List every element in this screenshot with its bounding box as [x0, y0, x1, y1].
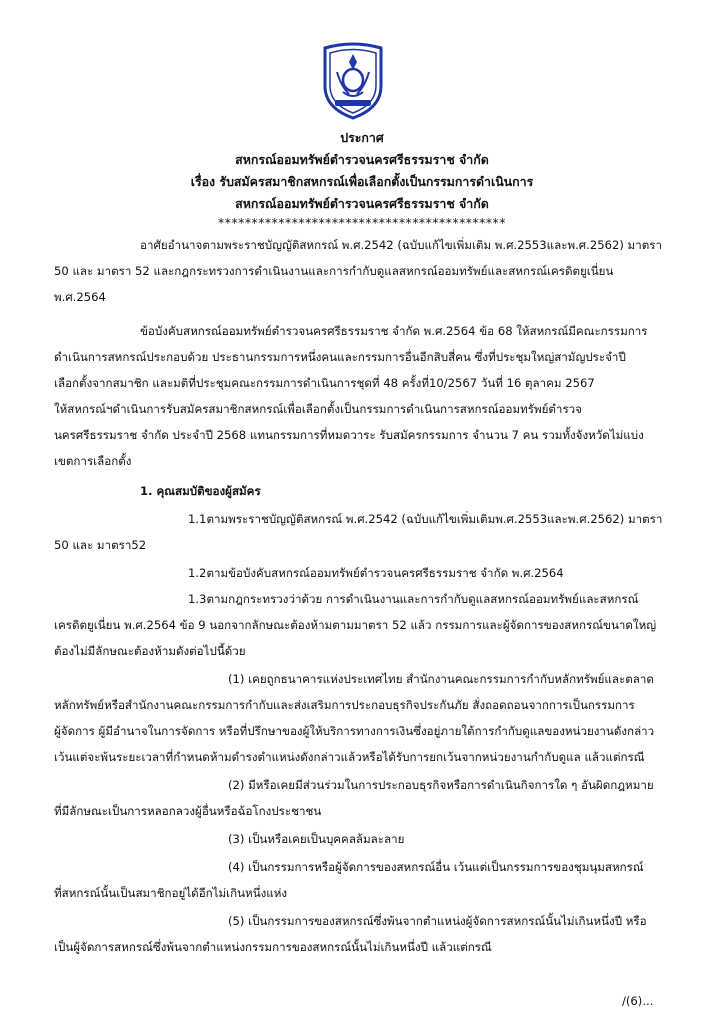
- clause-line: 50 และ มาตรา52: [54, 538, 147, 552]
- paragraph-line: นครศรีธรรมราช จำกัด ประจำปี 2568 แทนกรรมการที่หมดวาระ รับสมัครกรรมการ จำนวน 7 คน รวมทั้งจังหวัดไม่แบ่ง: [54, 428, 644, 442]
- item-line: เป็นผู้จัดการสหกรณ์ซึ่งพ้นจากตำแหน่งกรรมการของสหกรณ์นั้นไม่เกินหนึ่งปี แล้วแต่กรณี: [54, 940, 492, 954]
- item-line: ที่สหกรณ์นั้นเป็นสมาชิกอยู่ได้อีกไม่เกินหนึ่งแห่ง: [54, 886, 288, 900]
- organization-name: สหกรณ์ออมทรัพย์ตำรวจนครศรีธรรมราช จำกัด: [235, 152, 489, 167]
- section-title: 1. คุณสมบัติของผู้สมัคร: [140, 484, 261, 498]
- paragraph-line: ข้อบังคับสหกรณ์ออมทรัพย์ตำรวจนครศรีธรรมราช จำกัด พ.ศ.2564 ข้อ 68 ให้สหกรณ์มีคณะกรรมการ: [140, 324, 648, 338]
- paragraph-line: พ.ศ.2564: [54, 290, 106, 304]
- item-line: (4) เป็นกรรมการหรือผู้จัดการของสหกรณ์อื่น เว้นแต่เป็นกรรมการของชุมนุมสหกรณ์: [228, 860, 644, 874]
- item-line: (1) เคยถูกธนาคารแห่งประเทศไทย สำนักงานคณะกรรมการกำกับหลักทรัพย์และตลาด: [228, 672, 654, 686]
- paragraph-line: อาศัยอำนาจตามพระราชบัญญัติสหกรณ์ พ.ศ.2542 (ฉบับแก้ไขเพิ่มเติม พ.ศ.2553และพ.ศ.2562) มาตรา: [140, 238, 662, 252]
- item-line: ผู้จัดการ ผู้มีอำนาจในการจัดการ หรือที่ปรึกษาของผู้ให้บริการทางการเงินซึ่งอยู่ภายใต้การกำกับดูแลของหน่วยงานดังกล่าว: [54, 724, 655, 738]
- clause-line: เครดิตยูเนี่ยน พ.ศ.2564 ข้อ 9 นอกจากลักษณะต้องห้ามตามมาตรา 52 แล้ว กรรมการและผู้จัดการของสหกรณ์ขนาดใหญ่: [54, 618, 657, 632]
- item-line: หลักทรัพย์หรือสำนักงานคณะกรรมการกำกับและส่งเสริมการประกอบธุรกิจประกันภัย สั่งถอดถอนจากการเป็นกรรมการ: [54, 698, 635, 712]
- item-line: เว้นแต่จะพ้นระยะเวลาที่กำหนดห้ามดำรงตำแหน่งดังกล่าวแล้วหรือได้รับการยกเว้นจากหน่วยงานกำกับดูแล แล้วแต่กรณี: [54, 750, 645, 764]
- clause-line: 1.1ตามพระราชบัญญัติสหกรณ์ พ.ศ.2542 (ฉบับแก้ไขเพิ่มเติมพ.ศ.2553และพ.ศ.2562) มาตรา: [188, 512, 663, 526]
- paragraph-line: 50 และ มาตรา 52 และกฎกระทรวงการดำเนินงานและการกำกับดูแลสหกรณ์ออมทรัพย์และสหกรณ์เครดิตยูเนี่ยน: [54, 264, 614, 278]
- clause-line: 1.2ตามข้อบังคับสหกรณ์ออมทรัพย์ตำรวจนครศรีธรรมราช จำกัด พ.ศ.2564: [188, 566, 564, 580]
- item-line: (2) มีหรือเคยมีส่วนร่วมในการประกอบธุรกิจหรือการดำเนินกิจการใด ๆ อันผิดกฎหมาย: [228, 778, 654, 792]
- organization-name-2: สหกรณ์ออมทรัพย์ตำรวจนครศรีธรรมราช จำกัด: [235, 196, 489, 211]
- page-continuation: /(6)...: [622, 994, 654, 1008]
- item-line: (5) เป็นกรรมการของสหกรณ์ซึ่งพ้นจากตำแหน่งผู้จัดการสหกรณ์นั้นไม่เกินหนึ่งปี หรือ: [228, 914, 647, 928]
- item-line: ที่มีลักษณะเป็นการหลอกลวงผู้อื่นหรือฉ้อโกงประชาชน: [54, 804, 322, 818]
- announcement-title: ประกาศ: [340, 130, 384, 145]
- item-line: (3) เป็นหรือเคยเป็นบุคคลล้มละลาย: [228, 832, 405, 846]
- paragraph-line: ดำเนินการสหกรณ์ประกอบด้วย ประธานกรรมการหนึ่งคนและกรรมการอื่นอีกสิบสี่คน ซึ่งที่ประชุมใหญ่สามัญประจำปี: [54, 350, 626, 364]
- paragraph-line: ให้สหกรณ์ฯดำเนินการรับสมัครสมาชิกสหกรณ์เพื่อเลือกตั้งเป็นกรรมการดำเนินการสหกรณ์ออมทรัพย์ตำรวจ: [54, 402, 582, 416]
- clause-line: ต้องไม่มีลักษณะต้องห้ามดังต่อไปนี้ด้วย: [54, 644, 246, 658]
- paragraph-line: เขตการเลือกตั้ง: [54, 454, 132, 468]
- announcement-subject: เรื่อง รับสมัครสมาชิกสหกรณ์เพื่อเลือกตั้งเป็นกรรมการดำเนินการ: [190, 174, 534, 189]
- paragraph-line: เลือกตั้งจากสมาชิก และมติที่ประชุมคณะกรรมการดำเนินการชุดที่ 48 ครั้งที่10/2567 วันที่ 16 ตุลาคม 2567: [54, 376, 595, 390]
- cooperative-logo-icon: [321, 42, 385, 120]
- separator-line: *******************************************: [218, 215, 506, 230]
- clause-line: 1.3ตามกฎกระทรวงว่าด้วย การดำเนินงานและการกำกับดูแลสหกรณ์ออมทรัพย์และสหกรณ์: [188, 592, 639, 606]
